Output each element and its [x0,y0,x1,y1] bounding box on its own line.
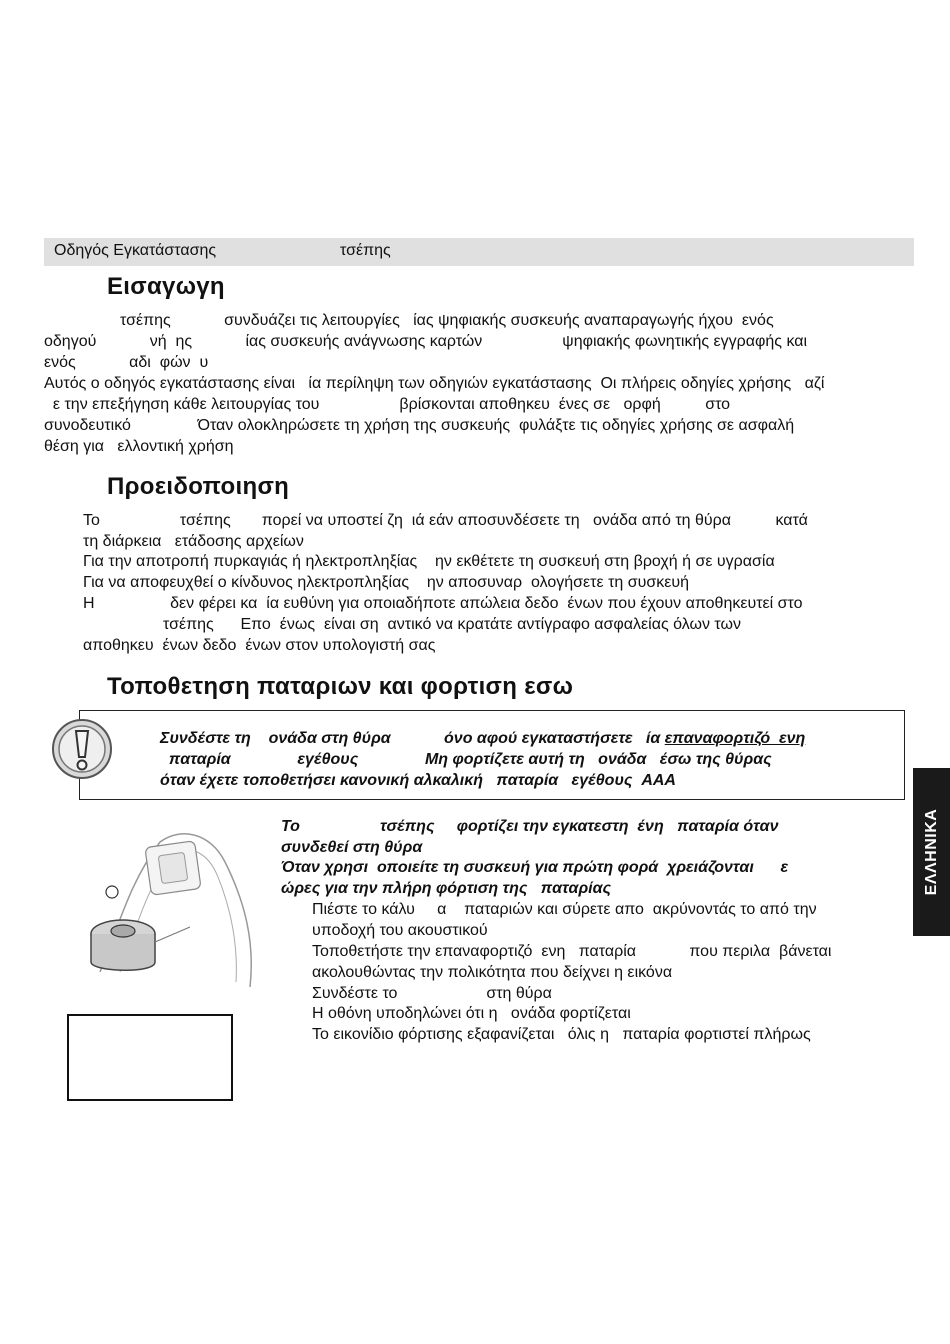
warning-line-6: τσέπης Επο ένως είναι ση αντικό να κρατάτε αντίγραφο ασφαλείας όλων των [83,616,742,633]
step-line-2: υποδοχή του ακουστικού [312,922,488,939]
notice-line-2: παταρία εγέθους Μη φορτίζετε αυτή τη ονάδα έσω της θύρας [160,751,772,768]
intro-line-1: τσέπης συνδυάζει τις λειτουργίες ίας ψηφιακής συσκευής αναπαραγωγής ήχου ενός [120,312,774,329]
step-line-6: Η οθόνη υποδηλώνει ότι η ονάδα φορτίζεται [312,1005,631,1022]
intro-line-6: συνοδευτικό Όταν ολοκληρώσετε τη χρήση της συσκευής φυλάξτε τις οδηγίες χρήσης σε ασφαλή [44,417,795,434]
header-subtitle: τσέπης [340,242,391,259]
intro-line-7: θέση για ελλοντική χρήση [44,438,234,455]
warning-line-1: Το τσέπης πορεί να υποστεί ζη ιά εάν αποσυνδέσετε τη ονάδα από τη θύρα κατά [83,512,808,529]
step-line-1: Πιέστε το κάλυ α παταριών και σύρετε απο ακρύνοντάς το από την [312,901,817,918]
charge-info-line-2: συνδεθεί στη θύρα [281,839,423,856]
language-side-tab-label: ΕΛΛΗΝΙΚΑ [922,808,940,896]
intro-title: Εισαγωγη [107,273,225,300]
warning-line-4: Για να αποφευχθεί ο κίνδυνος ηλεκτροπληξίας ην αποσυναρ ολογήσετε τη συσκευή [83,574,690,591]
language-side-tab [913,768,950,936]
lcd-screen-illustration [67,1014,233,1101]
warning-line-5: Η δεν φέρει κα ία ευθύνη για οποιαδήποτε απώλεια δεδο ένων που έχουν αποθηκευτεί στο [83,595,803,612]
notice-line-1 [160,729,805,749]
warning-line-7: αποθηκευ ένων δεδο ένων στον υπολογιστή σας [83,637,436,654]
intro-line-3: ενός αδι φών υ [44,354,209,371]
step-line-5: Συνδέστε το στη θύρα [312,985,552,1002]
charge-info-line-4: ώρες για την πλήρη φόρτιση της παταρίας [281,880,612,897]
step-line-3: Τοποθετήστε την επαναφορτιζό ενη παταρία που περιλα βάνεται [312,943,832,960]
intro-line-5: ε την επεξήγηση κάθε λειτουργίας του βρίσκονται αποθηκευ ένες σε ορφή στο [44,396,731,413]
header-bar [44,238,914,266]
header-title: Οδηγός Εγκατάστασης [54,242,217,259]
warning-title: Προειδοποιηση [107,473,290,500]
warning-line-2: τη διάρκεια ετάδοσης αρχείων [83,533,304,550]
warning-exclamation-icon [50,717,114,781]
intro-line-4: Αυτός ο οδηγός εγκατάστασης είναι ία περίληψη των οδηγιών εγκατάστασης Οι πλήρεις οδηγίες χρήσης αζί [44,375,825,392]
step-line-7: Το εικονίδιο φόρτισης εξαφανίζεται όλις η παταρία φορτιστεί πλήρως [312,1026,811,1043]
warning-line-3: Για την αποτροπή πυρκαγιάς ή ηλεκτροπληξίας ην εκθέτετε τη συσκευή στη βροχή ή σε υγρασία [83,553,775,570]
notice-line-1-text: Συνδέστε τη ονάδα στη θύρα όνο αφού εγκαταστήσετε ία [160,730,665,747]
step-line-4: ακολουθώντας την πολικότητα που δείχνει η εικόνα [312,964,673,981]
intro-line-2: οδηγού νή ης ίας συσκευής ανάγνωσης καρτών ψηφιακής φωνητικής εγγραφής και [44,333,808,350]
charge-info-line-1: Το τσέπης φορτίζει την εγκατεστη ένη παταρία όταν [281,818,779,835]
charge-info-line-3: Όταν χρησι οποιείτε τη συσκευή για πρώτη φορά χρειάζονται ε [281,859,789,876]
battery-insert-illustration [60,822,270,997]
battery-title: Τοποθετηση παταριων και φορτιση εσω [107,673,574,700]
notice-rechargeable-link: επαναφορτιζό ενη [664,730,806,747]
notice-line-3: όταν έχετε τοποθετήσει κανονική αλκαλική παταρία εγέθους AAA [160,772,676,789]
